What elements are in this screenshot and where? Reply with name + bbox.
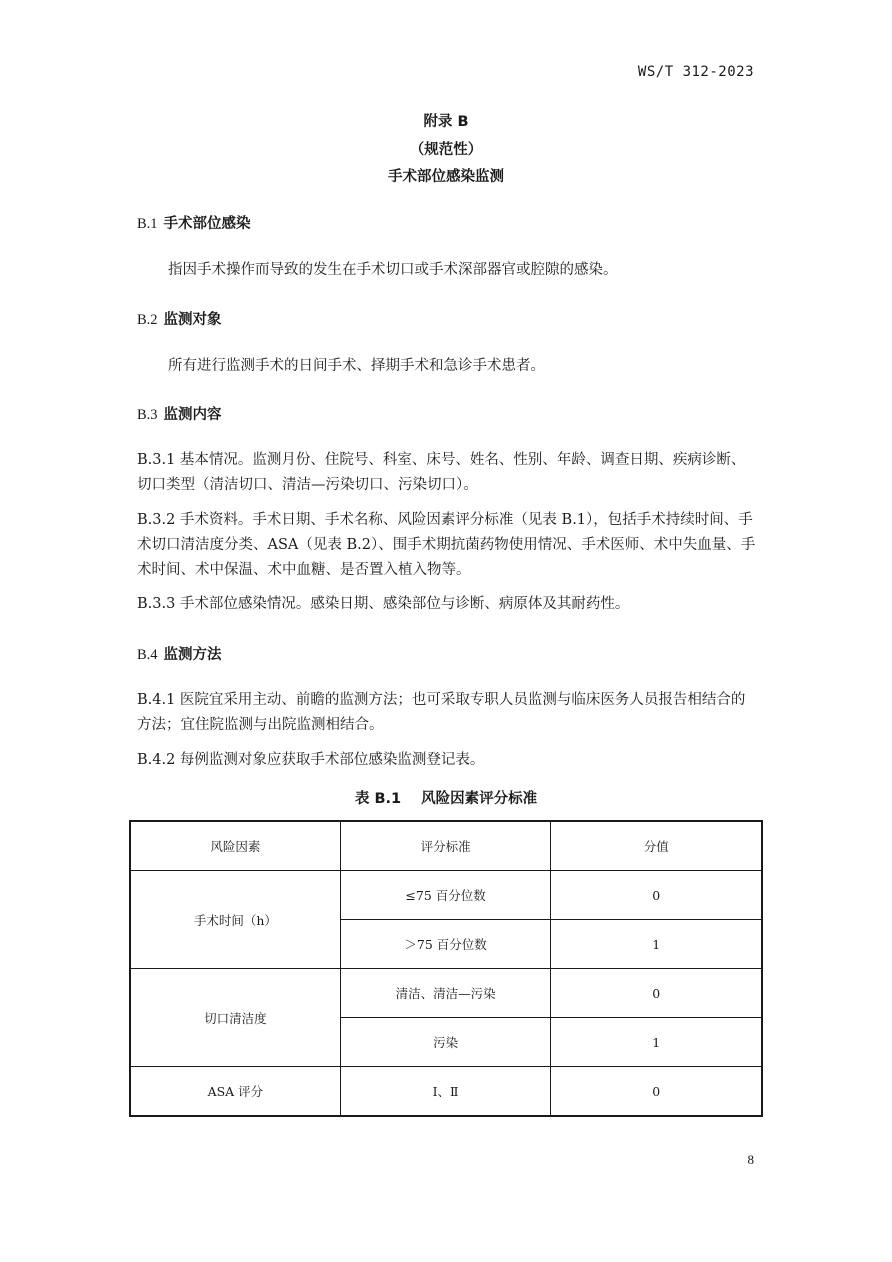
section-title: 监测内容 — [163, 407, 222, 423]
section-b1-body: 指因手术操作而导致的发生在手术切口或手术深部器官或腔隙的感染。 — [168, 262, 618, 278]
clause-b4-2: B.4.2 每例监测对象应获取手术部位感染监测登记表。 — [137, 752, 485, 768]
clause-b3-3: B.3.3 手术部位感染情况。感染日期、感染部位与诊断、病原体及其耐药性。 — [137, 596, 630, 612]
criterion-cell: 清洁、清洁—污染 — [340, 969, 551, 1018]
table-caption — [0, 787, 892, 808]
score-cell: 0 — [551, 969, 762, 1018]
appendix-title: 手术部位感染监测 — [388, 169, 504, 185]
section-number: B.3 — [137, 407, 158, 423]
section-title: 监测方法 — [163, 647, 222, 663]
section-title: 手术部位感染 — [163, 216, 251, 232]
section-heading-b4 — [137, 643, 222, 664]
section-number: B.2 — [137, 312, 158, 328]
section-title: 监测对象 — [163, 312, 222, 328]
section-number: B.1 — [137, 216, 158, 232]
section-heading-b2 — [137, 308, 222, 329]
score-cell: 1 — [551, 920, 762, 969]
clause-b3-1: B.3.1 基本情况。监测月份、住院号、科室、床号、姓名、性别、年龄、调查日期、疾病诊断、切口类型（清洁切口、清洁—污染切口、污染切口）。 — [137, 452, 746, 493]
section-b2-body: 所有进行监测手术的日间手术、择期手术和急诊手术患者。 — [168, 358, 545, 374]
section-number: B.4 — [137, 647, 158, 663]
appendix-nature: （规范性） — [409, 142, 483, 158]
table-row — [130, 1067, 762, 1117]
section-heading-b3 — [137, 403, 222, 424]
header-cell: 分值 — [551, 821, 762, 871]
score-cell: 0 — [551, 1067, 762, 1117]
criterion-cell: ＞75 百分位数 — [340, 920, 551, 969]
standard-code: WS/T 312-2023 — [637, 64, 754, 80]
factor-cell: 切口清洁度 — [130, 969, 340, 1067]
page-number: 8 — [747, 1152, 754, 1167]
criterion-cell: Ⅰ、Ⅱ — [340, 1067, 551, 1117]
clause-b4-1: B.4.1 医院宜采用主动、前瞻的监测方法；也可采取专职人员监测与临床医务人员报告相结合的方法；宜住院监测与出院监测相结合。 — [137, 692, 746, 733]
table-row — [130, 969, 762, 1018]
criterion-cell: ≤75 百分位数 — [340, 871, 551, 920]
header-cell: 评分标准 — [340, 821, 551, 871]
header-cell: 风险因素 — [130, 821, 340, 871]
table-row — [130, 871, 762, 920]
clause-b3-2: B.3.2 手术资料。手术日期、手术名称、风险因素评分标准（见表 B.1），包括手术持续时间、手术切口清洁度分类、ASA（见表 B.2）、围手术期抗菌药物使用情况、手术医师、术中失血量、手术时间、术中保温、术中血糖、是否置入植入物等。 — [137, 512, 756, 578]
section-heading-b1 — [137, 212, 251, 233]
table-header-row — [130, 821, 762, 871]
table-title: 风险因素评分标准 — [421, 791, 538, 807]
risk-factor-table — [129, 820, 763, 1117]
factor-cell: ASA 评分 — [130, 1067, 340, 1117]
criterion-cell: 污染 — [340, 1018, 551, 1067]
score-cell: 1 — [551, 1018, 762, 1067]
factor-cell: 手术时间（h） — [130, 871, 340, 969]
table-number: 表 B.1 — [354, 791, 402, 807]
score-cell: 0 — [551, 871, 762, 920]
appendix-label: 附录 B — [423, 114, 469, 130]
